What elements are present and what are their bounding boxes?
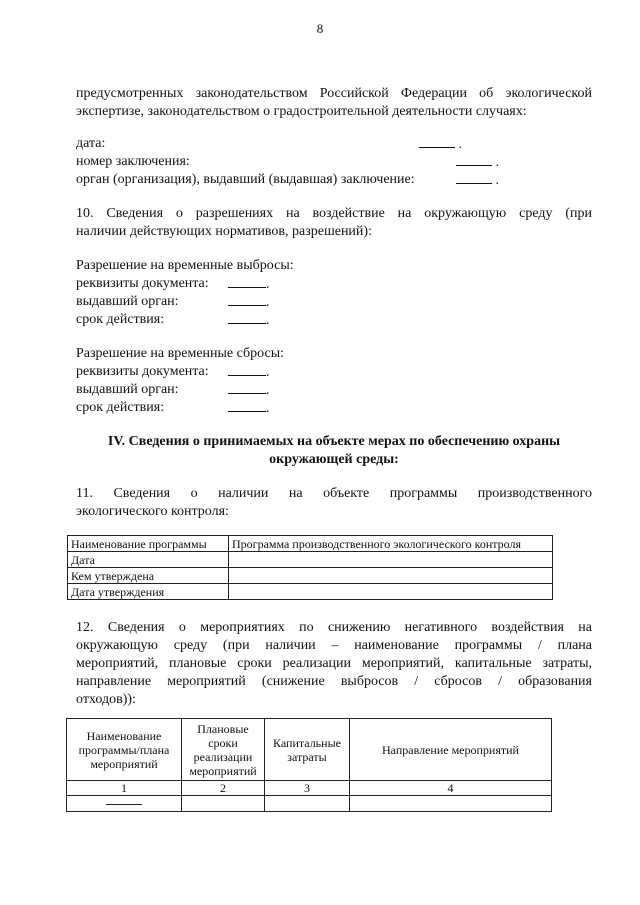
section-10-line-1: 10. Сведения о разрешениях на воздействие на окружающую среду (при — [76, 206, 592, 221]
emissions-permit-title: Разрешение на временные выбросы: — [76, 258, 294, 273]
expertise-date-blank: . — [419, 135, 462, 154]
table12-empty-cell — [350, 796, 552, 812]
table12-number-4: 4 — [350, 781, 552, 796]
discharges-doc-label: реквизиты документа: — [76, 364, 209, 379]
section-12-line-2: окружающую среду (при наличии – наименование программы / плана — [76, 638, 592, 653]
table12-header-costs: Капитальные затраты — [265, 719, 350, 781]
table11-row-approval-date: Дата утверждения — [68, 584, 229, 600]
expertise-number-label: номер заключения: — [76, 154, 190, 169]
section-iv-heading-line-1: IV. Сведения о принимаемых на объекте мерах по обеспечению охраны — [107, 434, 561, 449]
table11-header-program-name: Наименование программы — [68, 536, 229, 552]
table12-number-2: 2 — [182, 781, 265, 796]
table12-empty-cell — [67, 796, 182, 812]
discharges-organ-blank: . — [228, 381, 270, 400]
emissions-organ-blank: . — [228, 293, 270, 312]
expertise-organ-blank: . — [456, 171, 499, 190]
emissions-term-label: срок действия: — [76, 312, 165, 327]
table12-number-3: 3 — [265, 781, 350, 796]
section-11-line-1: 11. Сведения о наличии на объекте программы производственного — [76, 486, 592, 501]
table11-row-approved-by: Кем утверждена — [68, 568, 229, 584]
page-number: 8 — [316, 21, 324, 36]
intro-line-2: экспертизе, законодательством о градостроительной деятельности случаях: — [76, 104, 527, 119]
emissions-doc-label: реквизиты документа: — [76, 276, 209, 291]
intro-line-1: предусмотренных законодательством Российской Федерации об экологической — [76, 86, 592, 101]
table11-cell-empty — [229, 584, 553, 600]
table12-empty-cell — [182, 796, 265, 812]
discharges-doc-blank: . — [228, 363, 270, 382]
section-12-line-3: мероприятий, плановые сроки реализации мероприятий, капитальные затраты, — [76, 656, 592, 671]
table11-row-date: Дата — [68, 552, 229, 568]
expertise-organ-label: орган (организация), выдавший (выдавшая) заключение: — [76, 172, 415, 187]
section-10-line-2: наличии действующих нормативов, разрешений): — [76, 224, 372, 239]
table12-header-direction: Направление мероприятий — [350, 719, 552, 781]
section-12-line-1: 12. Сведения о мероприятиях по снижению негативного воздействия на — [76, 620, 592, 635]
emissions-doc-blank: . — [228, 275, 270, 294]
discharges-organ-label: выдавший орган: — [76, 382, 179, 397]
emissions-organ-label: выдавший орган: — [76, 294, 179, 309]
expertise-date-label: дата: — [76, 136, 106, 151]
discharges-term-blank: . — [228, 399, 270, 418]
table12-empty-cell — [265, 796, 350, 812]
measures-table — [66, 718, 552, 812]
section-12-line-4: направление мероприятий (снижение выбросов / сбросов / образования — [76, 674, 592, 689]
production-control-table — [67, 535, 553, 600]
emissions-term-blank: . — [228, 311, 270, 330]
table11-header-program: Программа производственного экологического контроля — [229, 536, 553, 552]
section-12-line-5: отходов)): — [76, 692, 136, 707]
table12-header-terms: Плановые сроки реализации мероприятий — [182, 719, 265, 781]
table12-header-program: Наименование программы/плана мероприятий — [67, 719, 182, 781]
section-iv-heading-line-2: окружающей среды: — [269, 452, 399, 467]
discharges-term-label: срок действия: — [76, 400, 165, 415]
table11-cell-empty — [229, 568, 553, 584]
table12-number-1: 1 — [67, 781, 182, 796]
expertise-number-blank: . — [456, 153, 499, 172]
table11-cell-empty — [229, 552, 553, 568]
section-11-line-2: экологического контроля: — [76, 504, 229, 519]
discharges-permit-title: Разрешение на временные сбросы: — [76, 346, 285, 361]
